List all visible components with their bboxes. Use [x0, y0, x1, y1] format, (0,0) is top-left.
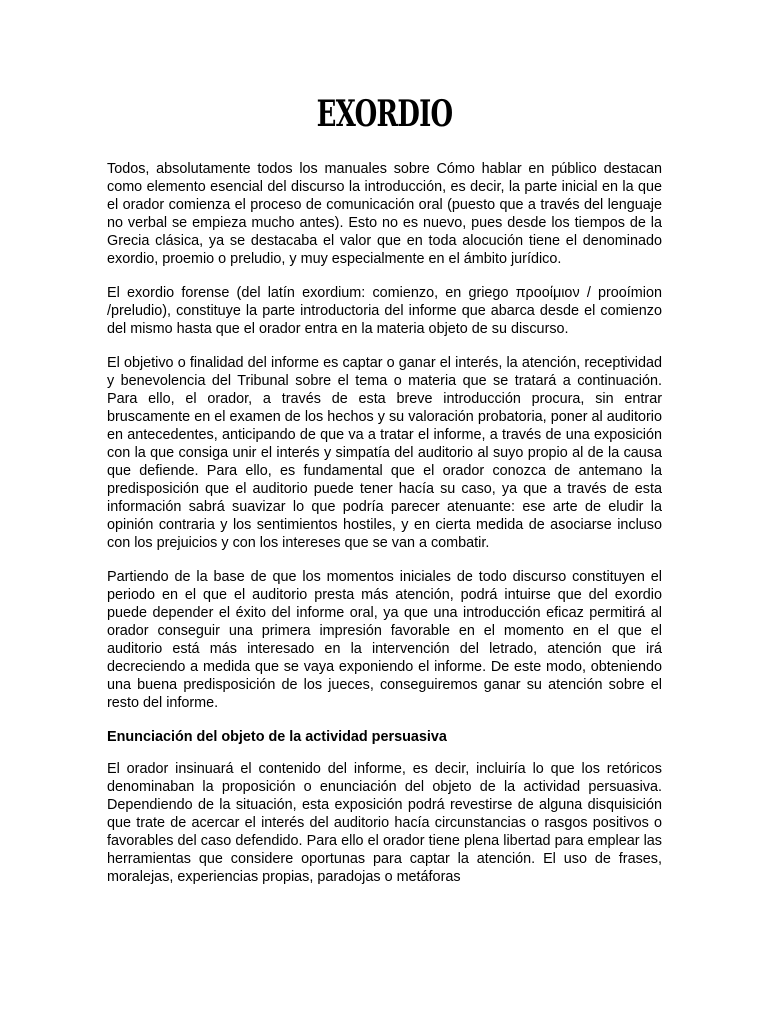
paragraph-exordio-forense: El exordio forense (del latín exordium: comienzo, en griego προοίμιον / prooímion /preludio), constituye la parte introductoria del informe que abarca desde el comienzo del mismo hasta que el orador entra en la materia objeto de su discurso. — [107, 285, 662, 337]
section-heading: Enunciación del objeto de la actividad persuasiva — [107, 729, 447, 745]
paragraph-intro: Todos, absolutamente todos los manuales sobre Cómo hablar en público destacan como elemento esencial del discurso la introducción, es decir, la parte inicial en la que el orador comienza el proceso de comunicación oral (puesto que a través del lenguaje no verbal se empieza mucho antes). Esto no es nuevo, pues desde los tiempos de la Grecia clásica, ya se destacaba el valor que en toda alocución tiene el denominado exordio, proemio o preludio, y muy especialmente en el ámbito jurídico. — [107, 161, 662, 267]
document-title: EXORDIO — [316, 93, 453, 135]
paragraph-objetivo: El objetivo o finalidad del informe es captar o ganar el interés, la atención, receptividad y benevolencia del Tribunal sobre el tema o materia que se tratará a continuación. Para ello, el orador, a través de esta breve introducción procura, sin entrar bruscamente en el examen de los hechos y su valoración probatoria, poner al auditorio en antecedentes, anticipando de que va a tratar el informe, a través de una exposición con la que consiga unir el interés y simpatía del auditorio al suyo propio al de la causa que defiende. Para ello, es fundamental que el orador conozca de antemano la predisposición que el auditorio puede tener hacía su caso, ya que a través de esta información sabrá suavizar lo que podría parecer atenuante: ese arte de eludir la opinión contraria y los sentimientos hostiles, y en cierta medida de asociarse incluso con los prejuicios y con los intereses que se van a combatir. — [107, 355, 662, 551]
document-page — [107, 92, 662, 886]
paragraph-momentos-iniciales: Partiendo de la base de que los momentos iniciales de todo discurso constituyen el periodo en el que el auditorio presta más atención, podrá intuirse que del exordio puede depender el éxito del informe oral, ya que una introducción eficaz permitirá al orador conseguir una primera impresión favorable en el momento en el que el auditorio está más interesado en la intervención del letrado, atención que irá decreciendo a medida que se vaya exponiendo el informe. De este modo, obteniendo una buena predisposición de los jueces, conseguiremos ganar su atención sobre el resto del informe. — [107, 569, 662, 711]
paragraph-enunciacion: El orador insinuará el contenido del informe, es decir, incluiría lo que los retóricos denominaban la proposición o enunciación del objeto de la actividad persuasiva. Dependiendo de la situación, esta exposición podrá revestirse de alguna disquisición que trate de acercar el interés del auditorio hacía circunstancias o rasgos positivos o favorables del caso defendido. Para ello el orador tiene plena libertad para emplear las herramientas que considere oportunas para captar la atención. El uso de frases, moralejas, experiencias propias, paradojas o metáforas — [107, 761, 662, 885]
